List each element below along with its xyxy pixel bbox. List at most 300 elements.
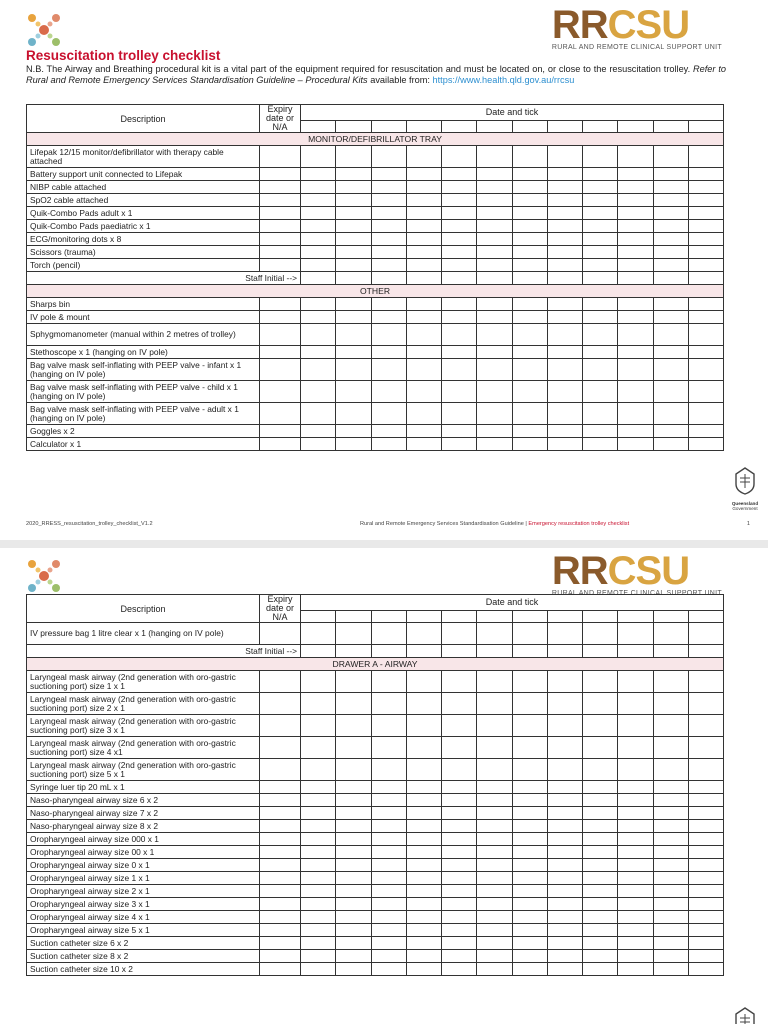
tick-cell[interactable] (477, 833, 512, 846)
tick-cell[interactable] (406, 963, 441, 976)
tick-cell[interactable] (406, 246, 441, 259)
tick-cell[interactable] (618, 181, 653, 194)
date-cell[interactable] (618, 610, 653, 622)
date-cell[interactable] (336, 120, 371, 132)
tick-cell[interactable] (442, 259, 477, 272)
tick-cell[interactable] (688, 403, 723, 425)
tick-cell[interactable] (547, 168, 582, 181)
tick-cell[interactable] (301, 911, 336, 924)
date-cell[interactable] (547, 610, 582, 622)
initial-cell[interactable] (442, 645, 477, 658)
tick-cell[interactable] (653, 924, 688, 937)
tick-cell[interactable] (688, 846, 723, 859)
tick-cell[interactable] (336, 846, 371, 859)
tick-cell[interactable] (371, 937, 406, 950)
tick-cell[interactable] (477, 298, 512, 311)
tick-cell[interactable] (477, 759, 512, 781)
tick-cell[interactable] (653, 220, 688, 233)
date-cell[interactable] (336, 610, 371, 622)
tick-cell[interactable] (406, 671, 441, 693)
tick-cell[interactable] (688, 168, 723, 181)
tick-cell[interactable] (406, 924, 441, 937)
tick-cell[interactable] (583, 146, 618, 168)
tick-cell[interactable] (301, 194, 336, 207)
tick-cell[interactable] (477, 311, 512, 324)
tick-cell[interactable] (618, 220, 653, 233)
tick-cell[interactable] (406, 693, 441, 715)
tick-cell[interactable] (371, 425, 406, 438)
date-cell[interactable] (301, 610, 336, 622)
tick-cell[interactable] (406, 759, 441, 781)
tick-cell[interactable] (688, 820, 723, 833)
initial-cell[interactable] (406, 272, 441, 285)
tick-cell[interactable] (336, 324, 371, 346)
date-cell[interactable] (512, 610, 547, 622)
tick-cell[interactable] (688, 194, 723, 207)
tick-cell[interactable] (477, 438, 512, 451)
tick-cell[interactable] (547, 963, 582, 976)
tick-cell[interactable] (653, 298, 688, 311)
tick-cell[interactable] (583, 168, 618, 181)
tick-cell[interactable] (371, 168, 406, 181)
tick-cell[interactable] (653, 846, 688, 859)
tick-cell[interactable] (618, 233, 653, 246)
tick-cell[interactable] (512, 846, 547, 859)
tick-cell[interactable] (336, 911, 371, 924)
date-cell[interactable] (653, 120, 688, 132)
tick-cell[interactable] (653, 324, 688, 346)
tick-cell[interactable] (477, 246, 512, 259)
tick-cell[interactable] (336, 346, 371, 359)
tick-cell[interactable] (653, 671, 688, 693)
tick-cell[interactable] (406, 911, 441, 924)
tick-cell[interactable] (618, 807, 653, 820)
tick-cell[interactable] (653, 403, 688, 425)
tick-cell[interactable] (301, 885, 336, 898)
tick-cell[interactable] (653, 207, 688, 220)
tick-cell[interactable] (688, 359, 723, 381)
tick-cell[interactable] (618, 846, 653, 859)
tick-cell[interactable] (442, 324, 477, 346)
tick-cell[interactable] (653, 246, 688, 259)
tick-cell[interactable] (547, 885, 582, 898)
tick-cell[interactable] (618, 872, 653, 885)
tick-cell[interactable] (547, 259, 582, 272)
tick-cell[interactable] (442, 737, 477, 759)
initial-cell[interactable] (371, 645, 406, 658)
tick-cell[interactable] (512, 820, 547, 833)
tick-cell[interactable] (477, 146, 512, 168)
tick-cell[interactable] (301, 781, 336, 794)
expiry-cell[interactable] (260, 346, 301, 359)
tick-cell[interactable] (618, 898, 653, 911)
tick-cell[interactable] (547, 911, 582, 924)
tick-cell[interactable] (477, 737, 512, 759)
expiry-cell[interactable] (260, 168, 301, 181)
tick-cell[interactable] (653, 693, 688, 715)
tick-cell[interactable] (477, 937, 512, 950)
tick-cell[interactable] (336, 207, 371, 220)
tick-cell[interactable] (442, 168, 477, 181)
expiry-cell[interactable] (260, 671, 301, 693)
tick-cell[interactable] (406, 846, 441, 859)
tick-cell[interactable] (477, 359, 512, 381)
tick-cell[interactable] (688, 911, 723, 924)
tick-cell[interactable] (547, 425, 582, 438)
tick-cell[interactable] (688, 381, 723, 403)
tick-cell[interactable] (583, 438, 618, 451)
tick-cell[interactable] (406, 885, 441, 898)
date-cell[interactable] (301, 120, 336, 132)
initial-cell[interactable] (477, 272, 512, 285)
tick-cell[interactable] (336, 298, 371, 311)
expiry-cell[interactable] (260, 623, 301, 645)
tick-cell[interactable] (406, 298, 441, 311)
tick-cell[interactable] (618, 207, 653, 220)
tick-cell[interactable] (301, 950, 336, 963)
tick-cell[interactable] (512, 898, 547, 911)
tick-cell[interactable] (336, 833, 371, 846)
tick-cell[interactable] (618, 146, 653, 168)
tick-cell[interactable] (618, 311, 653, 324)
tick-cell[interactable] (547, 181, 582, 194)
initial-cell[interactable] (336, 645, 371, 658)
tick-cell[interactable] (618, 963, 653, 976)
tick-cell[interactable] (477, 781, 512, 794)
tick-cell[interactable] (371, 346, 406, 359)
tick-cell[interactable] (336, 820, 371, 833)
tick-cell[interactable] (406, 346, 441, 359)
tick-cell[interactable] (512, 950, 547, 963)
initial-cell[interactable] (547, 272, 582, 285)
tick-cell[interactable] (371, 381, 406, 403)
tick-cell[interactable] (336, 246, 371, 259)
tick-cell[interactable] (301, 181, 336, 194)
tick-cell[interactable] (477, 715, 512, 737)
tick-cell[interactable] (301, 859, 336, 872)
tick-cell[interactable] (442, 693, 477, 715)
tick-cell[interactable] (512, 671, 547, 693)
tick-cell[interactable] (653, 807, 688, 820)
tick-cell[interactable] (301, 259, 336, 272)
tick-cell[interactable] (688, 759, 723, 781)
tick-cell[interactable] (583, 181, 618, 194)
tick-cell[interactable] (336, 311, 371, 324)
expiry-cell[interactable] (260, 963, 301, 976)
tick-cell[interactable] (688, 885, 723, 898)
expiry-cell[interactable] (260, 759, 301, 781)
initial-cell[interactable] (653, 645, 688, 658)
tick-cell[interactable] (301, 715, 336, 737)
tick-cell[interactable] (688, 346, 723, 359)
tick-cell[interactable] (547, 859, 582, 872)
tick-cell[interactable] (371, 311, 406, 324)
tick-cell[interactable] (618, 820, 653, 833)
tick-cell[interactable] (512, 781, 547, 794)
tick-cell[interactable] (301, 207, 336, 220)
tick-cell[interactable] (442, 885, 477, 898)
tick-cell[interactable] (618, 737, 653, 759)
tick-cell[interactable] (371, 898, 406, 911)
tick-cell[interactable] (442, 833, 477, 846)
tick-cell[interactable] (618, 403, 653, 425)
tick-cell[interactable] (301, 623, 336, 645)
expiry-cell[interactable] (260, 950, 301, 963)
tick-cell[interactable] (512, 833, 547, 846)
date-cell[interactable] (477, 120, 512, 132)
initial-cell[interactable] (477, 645, 512, 658)
tick-cell[interactable] (653, 950, 688, 963)
tick-cell[interactable] (583, 950, 618, 963)
tick-cell[interactable] (336, 425, 371, 438)
date-cell[interactable] (547, 120, 582, 132)
tick-cell[interactable] (653, 859, 688, 872)
tick-cell[interactable] (406, 168, 441, 181)
tick-cell[interactable] (547, 950, 582, 963)
tick-cell[interactable] (301, 872, 336, 885)
tick-cell[interactable] (618, 715, 653, 737)
tick-cell[interactable] (442, 781, 477, 794)
tick-cell[interactable] (653, 381, 688, 403)
tick-cell[interactable] (653, 715, 688, 737)
tick-cell[interactable] (336, 924, 371, 937)
tick-cell[interactable] (301, 898, 336, 911)
tick-cell[interactable] (512, 311, 547, 324)
tick-cell[interactable] (371, 737, 406, 759)
tick-cell[interactable] (477, 403, 512, 425)
expiry-cell[interactable] (260, 438, 301, 451)
tick-cell[interactable] (336, 671, 371, 693)
tick-cell[interactable] (301, 324, 336, 346)
tick-cell[interactable] (442, 403, 477, 425)
tick-cell[interactable] (653, 623, 688, 645)
tick-cell[interactable] (688, 311, 723, 324)
tick-cell[interactable] (442, 233, 477, 246)
date-cell[interactable] (442, 610, 477, 622)
tick-cell[interactable] (371, 781, 406, 794)
tick-cell[interactable] (653, 346, 688, 359)
tick-cell[interactable] (583, 233, 618, 246)
tick-cell[interactable] (512, 715, 547, 737)
tick-cell[interactable] (301, 833, 336, 846)
tick-cell[interactable] (301, 246, 336, 259)
tick-cell[interactable] (371, 846, 406, 859)
tick-cell[interactable] (336, 233, 371, 246)
tick-cell[interactable] (371, 833, 406, 846)
tick-cell[interactable] (477, 207, 512, 220)
expiry-cell[interactable] (260, 146, 301, 168)
tick-cell[interactable] (512, 233, 547, 246)
tick-cell[interactable] (477, 911, 512, 924)
tick-cell[interactable] (301, 359, 336, 381)
tick-cell[interactable] (301, 311, 336, 324)
tick-cell[interactable] (406, 425, 441, 438)
tick-cell[interactable] (406, 146, 441, 168)
tick-cell[interactable] (653, 820, 688, 833)
tick-cell[interactable] (406, 859, 441, 872)
date-cell[interactable] (371, 610, 406, 622)
tick-cell[interactable] (688, 146, 723, 168)
tick-cell[interactable] (583, 924, 618, 937)
initial-cell[interactable] (583, 272, 618, 285)
tick-cell[interactable] (547, 833, 582, 846)
tick-cell[interactable] (371, 438, 406, 451)
expiry-cell[interactable] (260, 259, 301, 272)
tick-cell[interactable] (512, 259, 547, 272)
tick-cell[interactable] (618, 833, 653, 846)
tick-cell[interactable] (547, 381, 582, 403)
tick-cell[interactable] (688, 833, 723, 846)
tick-cell[interactable] (442, 715, 477, 737)
tick-cell[interactable] (512, 207, 547, 220)
expiry-cell[interactable] (260, 794, 301, 807)
tick-cell[interactable] (406, 311, 441, 324)
tick-cell[interactable] (477, 963, 512, 976)
tick-cell[interactable] (442, 924, 477, 937)
tick-cell[interactable] (442, 381, 477, 403)
tick-cell[interactable] (371, 963, 406, 976)
tick-cell[interactable] (301, 794, 336, 807)
tick-cell[interactable] (512, 807, 547, 820)
expiry-cell[interactable] (260, 872, 301, 885)
expiry-cell[interactable] (260, 833, 301, 846)
tick-cell[interactable] (653, 759, 688, 781)
tick-cell[interactable] (618, 924, 653, 937)
tick-cell[interactable] (406, 259, 441, 272)
tick-cell[interactable] (336, 759, 371, 781)
tick-cell[interactable] (406, 220, 441, 233)
tick-cell[interactable] (442, 194, 477, 207)
tick-cell[interactable] (371, 794, 406, 807)
tick-cell[interactable] (547, 146, 582, 168)
tick-cell[interactable] (653, 911, 688, 924)
tick-cell[interactable] (301, 963, 336, 976)
tick-cell[interactable] (653, 259, 688, 272)
tick-cell[interactable] (371, 359, 406, 381)
tick-cell[interactable] (442, 807, 477, 820)
initial-cell[interactable] (618, 645, 653, 658)
tick-cell[interactable] (547, 233, 582, 246)
tick-cell[interactable] (301, 737, 336, 759)
rrcsu-link[interactable]: https://www.health.qld.gov.au/rrcsu (432, 75, 575, 85)
tick-cell[interactable] (547, 403, 582, 425)
tick-cell[interactable] (618, 259, 653, 272)
tick-cell[interactable] (618, 346, 653, 359)
tick-cell[interactable] (688, 693, 723, 715)
tick-cell[interactable] (688, 715, 723, 737)
tick-cell[interactable] (688, 246, 723, 259)
tick-cell[interactable] (583, 898, 618, 911)
initial-cell[interactable] (688, 645, 723, 658)
tick-cell[interactable] (688, 781, 723, 794)
tick-cell[interactable] (547, 794, 582, 807)
tick-cell[interactable] (688, 737, 723, 759)
tick-cell[interactable] (583, 693, 618, 715)
tick-cell[interactable] (583, 963, 618, 976)
tick-cell[interactable] (512, 146, 547, 168)
tick-cell[interactable] (547, 872, 582, 885)
initial-cell[interactable] (512, 645, 547, 658)
tick-cell[interactable] (301, 403, 336, 425)
tick-cell[interactable] (442, 220, 477, 233)
tick-cell[interactable] (618, 168, 653, 181)
tick-cell[interactable] (336, 963, 371, 976)
tick-cell[interactable] (547, 220, 582, 233)
tick-cell[interactable] (442, 872, 477, 885)
tick-cell[interactable] (301, 146, 336, 168)
tick-cell[interactable] (583, 324, 618, 346)
tick-cell[interactable] (336, 220, 371, 233)
tick-cell[interactable] (512, 438, 547, 451)
tick-cell[interactable] (688, 937, 723, 950)
tick-cell[interactable] (477, 794, 512, 807)
tick-cell[interactable] (336, 872, 371, 885)
tick-cell[interactable] (336, 693, 371, 715)
expiry-cell[interactable] (260, 246, 301, 259)
tick-cell[interactable] (301, 937, 336, 950)
tick-cell[interactable] (336, 181, 371, 194)
expiry-cell[interactable] (260, 324, 301, 346)
tick-cell[interactable] (583, 623, 618, 645)
expiry-cell[interactable] (260, 181, 301, 194)
tick-cell[interactable] (371, 324, 406, 346)
tick-cell[interactable] (653, 885, 688, 898)
tick-cell[interactable] (477, 859, 512, 872)
tick-cell[interactable] (583, 403, 618, 425)
tick-cell[interactable] (336, 807, 371, 820)
tick-cell[interactable] (406, 233, 441, 246)
tick-cell[interactable] (477, 693, 512, 715)
tick-cell[interactable] (618, 359, 653, 381)
tick-cell[interactable] (512, 693, 547, 715)
tick-cell[interactable] (512, 924, 547, 937)
tick-cell[interactable] (512, 963, 547, 976)
tick-cell[interactable] (653, 359, 688, 381)
tick-cell[interactable] (336, 259, 371, 272)
tick-cell[interactable] (547, 298, 582, 311)
initial-cell[interactable] (406, 645, 441, 658)
initial-cell[interactable] (336, 272, 371, 285)
expiry-cell[interactable] (260, 715, 301, 737)
tick-cell[interactable] (547, 846, 582, 859)
tick-cell[interactable] (547, 807, 582, 820)
tick-cell[interactable] (442, 963, 477, 976)
tick-cell[interactable] (688, 807, 723, 820)
expiry-cell[interactable] (260, 298, 301, 311)
tick-cell[interactable] (406, 781, 441, 794)
initial-cell[interactable] (688, 272, 723, 285)
tick-cell[interactable] (618, 693, 653, 715)
tick-cell[interactable] (371, 233, 406, 246)
tick-cell[interactable] (583, 859, 618, 872)
tick-cell[interactable] (371, 950, 406, 963)
tick-cell[interactable] (477, 885, 512, 898)
tick-cell[interactable] (512, 359, 547, 381)
expiry-cell[interactable] (260, 859, 301, 872)
tick-cell[interactable] (512, 794, 547, 807)
tick-cell[interactable] (371, 220, 406, 233)
tick-cell[interactable] (512, 346, 547, 359)
tick-cell[interactable] (336, 168, 371, 181)
tick-cell[interactable] (583, 846, 618, 859)
expiry-cell[interactable] (260, 781, 301, 794)
tick-cell[interactable] (371, 146, 406, 168)
tick-cell[interactable] (371, 911, 406, 924)
expiry-cell[interactable] (260, 233, 301, 246)
tick-cell[interactable] (653, 833, 688, 846)
tick-cell[interactable] (547, 759, 582, 781)
tick-cell[interactable] (406, 623, 441, 645)
